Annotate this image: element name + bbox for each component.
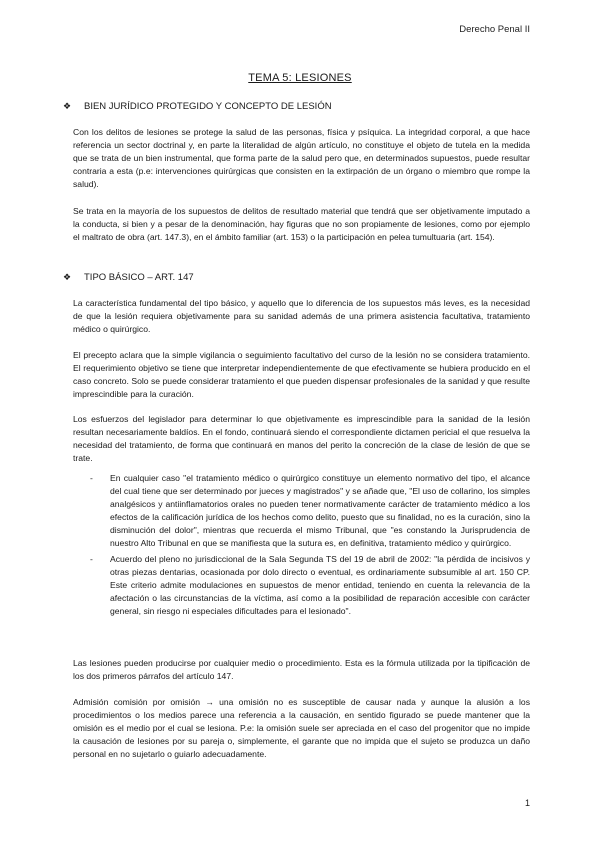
paragraph: La característica fundamental del tipo básico, y aquello que lo diferencia de los supuestos más leves, es la necesidad de que la lesión requiera objetivamente para su sanidad además de una primera asistencia facultativa, tratamiento médico o quirúrgico. [73, 298, 530, 334]
section-heading-text: TIPO BÁSICO – ART. 147 [84, 272, 194, 283]
paragraph: Admisión comisión por omisión → una omisión no es susceptible de causar nada y aunque la alusión a los procedimientos o los medios parece una referencia a la causación, en sentido figurado se puede mantener que la omisión es el medio por el cual se lesiona. P.e: la omisión suele ser apreciada en el caso del progenitor que no impide la causación de lesiones por su pareja o, simplemente, el garante que no impida que el sujeto se produzca un daño personal en no sujetarlo o guiarlo adecuadamente. [73, 697, 530, 759]
course-header: Derecho Penal II [459, 24, 530, 35]
paragraph: Las lesiones pueden producirse por cualquier medio o procedimiento. Esta es la fórmula utilizada por la tipificación de los dos primeros párrafos del artículo 147. [73, 658, 530, 681]
section-heading-tipo-basico [60, 272, 194, 283]
diamond-bullet-icon: ❖ [62, 272, 72, 282]
page-title: TEMA 5: LESIONES [248, 72, 352, 84]
list-item-text: Acuerdo del pleno no jurisdiccional de la Sala Segunda TS del 19 de abril de 2002: "la pérdida de incisivos y otras piezas dentarias, ocasionada por dolo directo o eventual, es ordinariamente subsumible al art. 150 CP. Este criterio admite modulaciones en supuestos de menor entidad, teniendo en cuenta la relevancia de la afectación o las circunstancias de la víctima, así como a la posibilidad de reparación accesible con carácter general, sin riesgo ni especiales dificultades para el lesionado". [110, 554, 530, 616]
paragraph: El precepto aclara que la simple vigilancia o seguimiento facultativo del curso de la lesión no se considera tratamiento. El requerimiento objetivo se tiene que interpretar independientemente de que efectivamente se hubiera producido en el caso concreto. Solo se puede considerar tratamiento el que pueden dispensar profesionales de la sanidad y que resulte imprescindible para la curación. [73, 350, 530, 399]
section-heading-text: BIEN JURÍDICO PROTEGIDO Y CONCEPTO DE LESIÓN [84, 101, 332, 112]
section-heading-bien-juridico [60, 101, 332, 112]
list-dash: - [90, 473, 93, 483]
list-item [90, 472, 530, 550]
list-item [90, 553, 530, 618]
paragraph: Los esfuerzos del legislador para determinar lo que objetivamente es imprescindible para la sanidad de la lesión resultan necesariamente baldíos. En el fondo, continuará siendo el correspondiente dictamen pericial el que resuelva la necesidad del tratamiento, de forma que continuará en manos del perito la concreción de la clase de lesión de que se trate. [73, 414, 530, 463]
list-dash: - [90, 554, 93, 564]
list-item-text: En cualquier caso "el tratamiento médico o quirúrgico constituye un elemento normativo del tipo, el alcance del cual tiene que ser determinado por jueces y magistrados" y se añade que, "El uso de collarino, los simples analgésicos y antiinflamatorios orales no pueden tener normativamente carácter de tratamiento médico a los efectos de la calificación jurídica de los hechos como delito, puesto que su finalidad, no es la curación, sino la disminución del dolor", mientras que recuerda el mismo Tribunal, que "es constando la Jurisprudencia de nuestro Alto Tribunal en que se manifiesta que la sutura es, en definitiva, tratamiento médico y quirúrgico. [110, 473, 530, 548]
page-number: 1 [524, 798, 530, 808]
paragraph: Con los delitos de lesiones se protege la salud de las personas, física y psíquica. La integridad corporal, a que hace referencia un sector doctrinal y, en parte la literalidad de algún artículo, no constituye el objeto de tutela en la medida que se trata de un bien instrumental, que forma parte de la salud pero que, en determinados supuestos, puede resultar contraria a esta (p.e: intervenciones quirúrgicas que consisten en la extirpación de un órgano o miembro que rompe la salud). [73, 127, 530, 189]
jurisprudence-list [90, 472, 530, 618]
paragraph: Se trata en la mayoría de los supuestos de delitos de resultado material que tendrá que ser objetivamente imputado a la conducta, si bien y a pesar de la denominación, hay figuras que no son propiamente de lesiones, como por ejemplo el maltrato de obra (art. 147.3), en el ámbito familiar (art. 153) o la participación en pelea tumultuaria (art. 154). [73, 206, 530, 242]
diamond-bullet-icon: ❖ [62, 101, 72, 111]
